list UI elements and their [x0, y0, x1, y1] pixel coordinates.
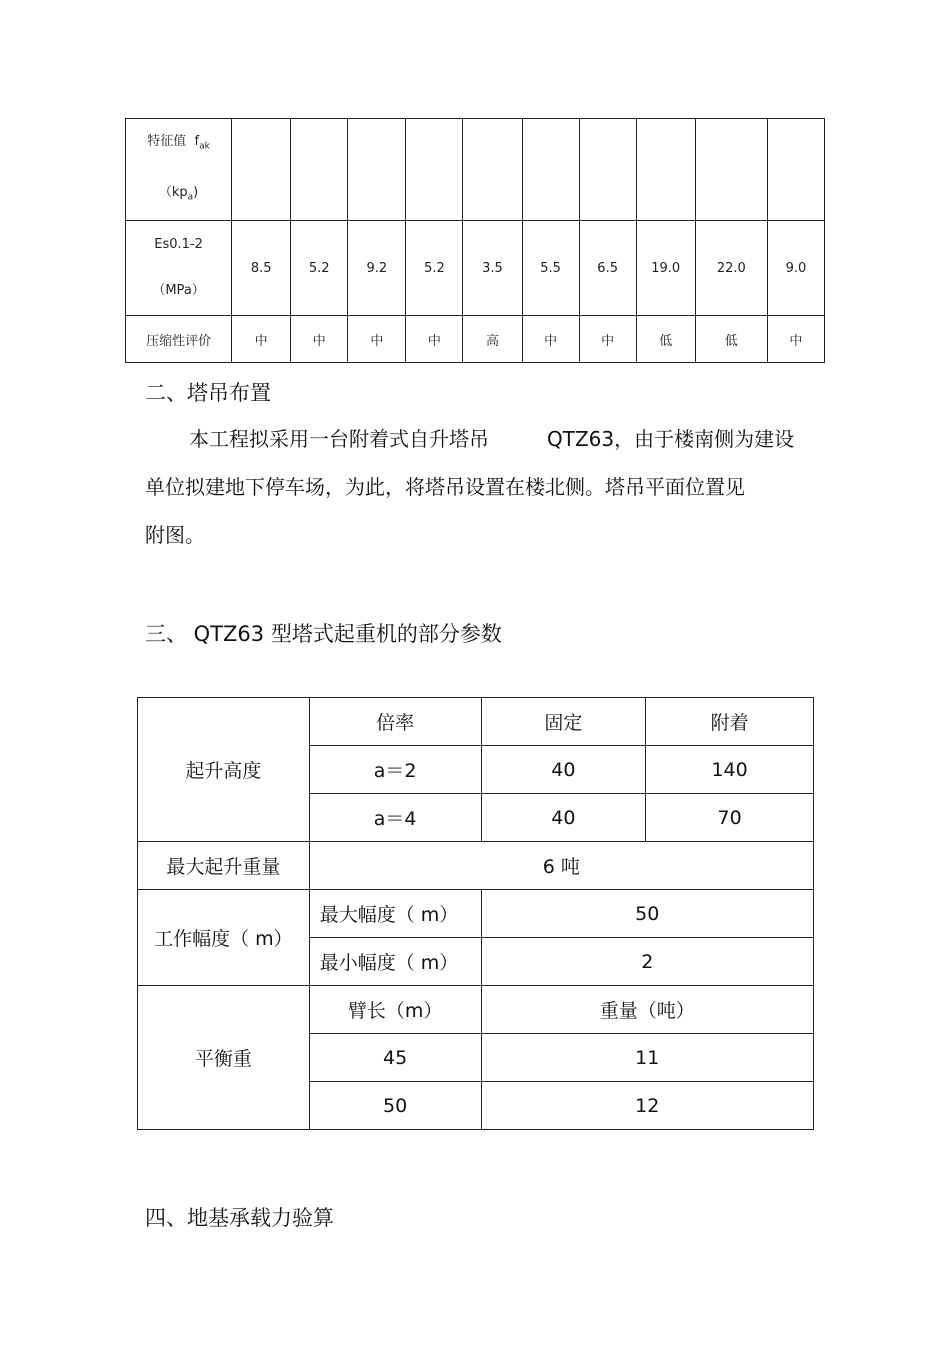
table-cell	[406, 119, 463, 221]
table-cell	[579, 119, 636, 221]
column-header-ratio: 倍率	[309, 698, 481, 746]
table-cell: 50	[309, 1082, 481, 1130]
table-cell: 中	[406, 316, 463, 363]
table-cell: a＝2	[309, 746, 481, 794]
column-header-attached: 附着	[646, 698, 814, 746]
table-cell: 5.5	[522, 221, 579, 316]
table-cell: 5.2	[291, 221, 348, 316]
min-range-value: 2	[481, 938, 814, 986]
row-header-es: Es0.1-2 （MPa）	[126, 221, 232, 316]
table-row	[126, 316, 825, 363]
max-weight-value: 6 吨	[309, 842, 813, 890]
table-row	[138, 842, 814, 890]
table-cell: 19.0	[636, 221, 695, 316]
table-cell: 中	[291, 316, 348, 363]
table-cell: 高	[463, 316, 522, 363]
crane-parameters-table	[137, 697, 814, 1130]
table-cell: 中	[348, 316, 406, 363]
table-cell	[463, 119, 522, 221]
table-cell	[695, 119, 767, 221]
table-cell: 低	[695, 316, 767, 363]
section-paragraph	[145, 415, 815, 559]
column-header-fixed: 固定	[481, 698, 646, 746]
table-cell: 40	[481, 746, 646, 794]
table-cell: 3.5	[463, 221, 522, 316]
max-range-value: 50	[481, 890, 814, 938]
table-cell: 中	[522, 316, 579, 363]
table-cell: 5.2	[406, 221, 463, 316]
section-heading-crane-params: 三、 QTZ63 型塔式起重机的部分参数	[145, 622, 502, 646]
weight-header: 重量（吨）	[481, 986, 814, 1034]
table-cell	[232, 119, 291, 221]
work-range-label: 工作幅度（ m）	[138, 890, 310, 986]
table-cell: 9.0	[767, 221, 824, 316]
table-cell	[522, 119, 579, 221]
table-cell: 40	[481, 794, 646, 842]
table-cell: 中	[767, 316, 824, 363]
table-row	[138, 890, 814, 938]
table-cell: 12	[481, 1082, 814, 1130]
paragraph-line: 本工程拟采用一台附着式自升塔吊 QTZ63，由于楼南侧为建设	[189, 427, 795, 451]
lift-height-label: 起升高度	[138, 698, 310, 842]
table-cell: 9.2	[348, 221, 406, 316]
paragraph-line: 附图。	[145, 523, 205, 547]
table-cell	[636, 119, 695, 221]
table-cell: 140	[646, 746, 814, 794]
table-cell: 45	[309, 1034, 481, 1082]
soil-properties-table	[125, 118, 825, 363]
counterweight-label: 平衡重	[138, 986, 310, 1130]
table-row	[138, 698, 814, 746]
table-cell: 70	[646, 794, 814, 842]
table-cell: 11	[481, 1034, 814, 1082]
table-cell: 6.5	[579, 221, 636, 316]
table-cell	[291, 119, 348, 221]
table-row	[126, 119, 825, 221]
table-cell: 22.0	[695, 221, 767, 316]
table-cell	[348, 119, 406, 221]
row-header-fak: 特征值 $f_{ak}$ $(kp_a)$	[126, 119, 232, 221]
table-cell: 低	[636, 316, 695, 363]
min-range-label: 最小幅度（ m）	[309, 938, 481, 986]
table-cell: 中	[579, 316, 636, 363]
table-row	[126, 221, 825, 316]
max-range-label: 最大幅度（ m）	[309, 890, 481, 938]
paragraph-line: 单位拟建地下停车场，为此，将塔吊设置在楼北侧。塔吊平面位置见	[145, 475, 745, 499]
table-cell: a＝4	[309, 794, 481, 842]
section-heading-tower-layout: 二、塔吊布置	[145, 381, 271, 405]
row-header-compressibility: 压缩性评价	[126, 316, 232, 363]
table-cell	[767, 119, 824, 221]
table-cell: 中	[232, 316, 291, 363]
table-cell: 8.5	[232, 221, 291, 316]
arm-length-header: 臂长（m）	[309, 986, 481, 1034]
table-row	[138, 986, 814, 1034]
max-weight-label: 最大起升重量	[138, 842, 310, 890]
section-heading-foundation-check: 四、地基承载力验算	[145, 1206, 334, 1230]
